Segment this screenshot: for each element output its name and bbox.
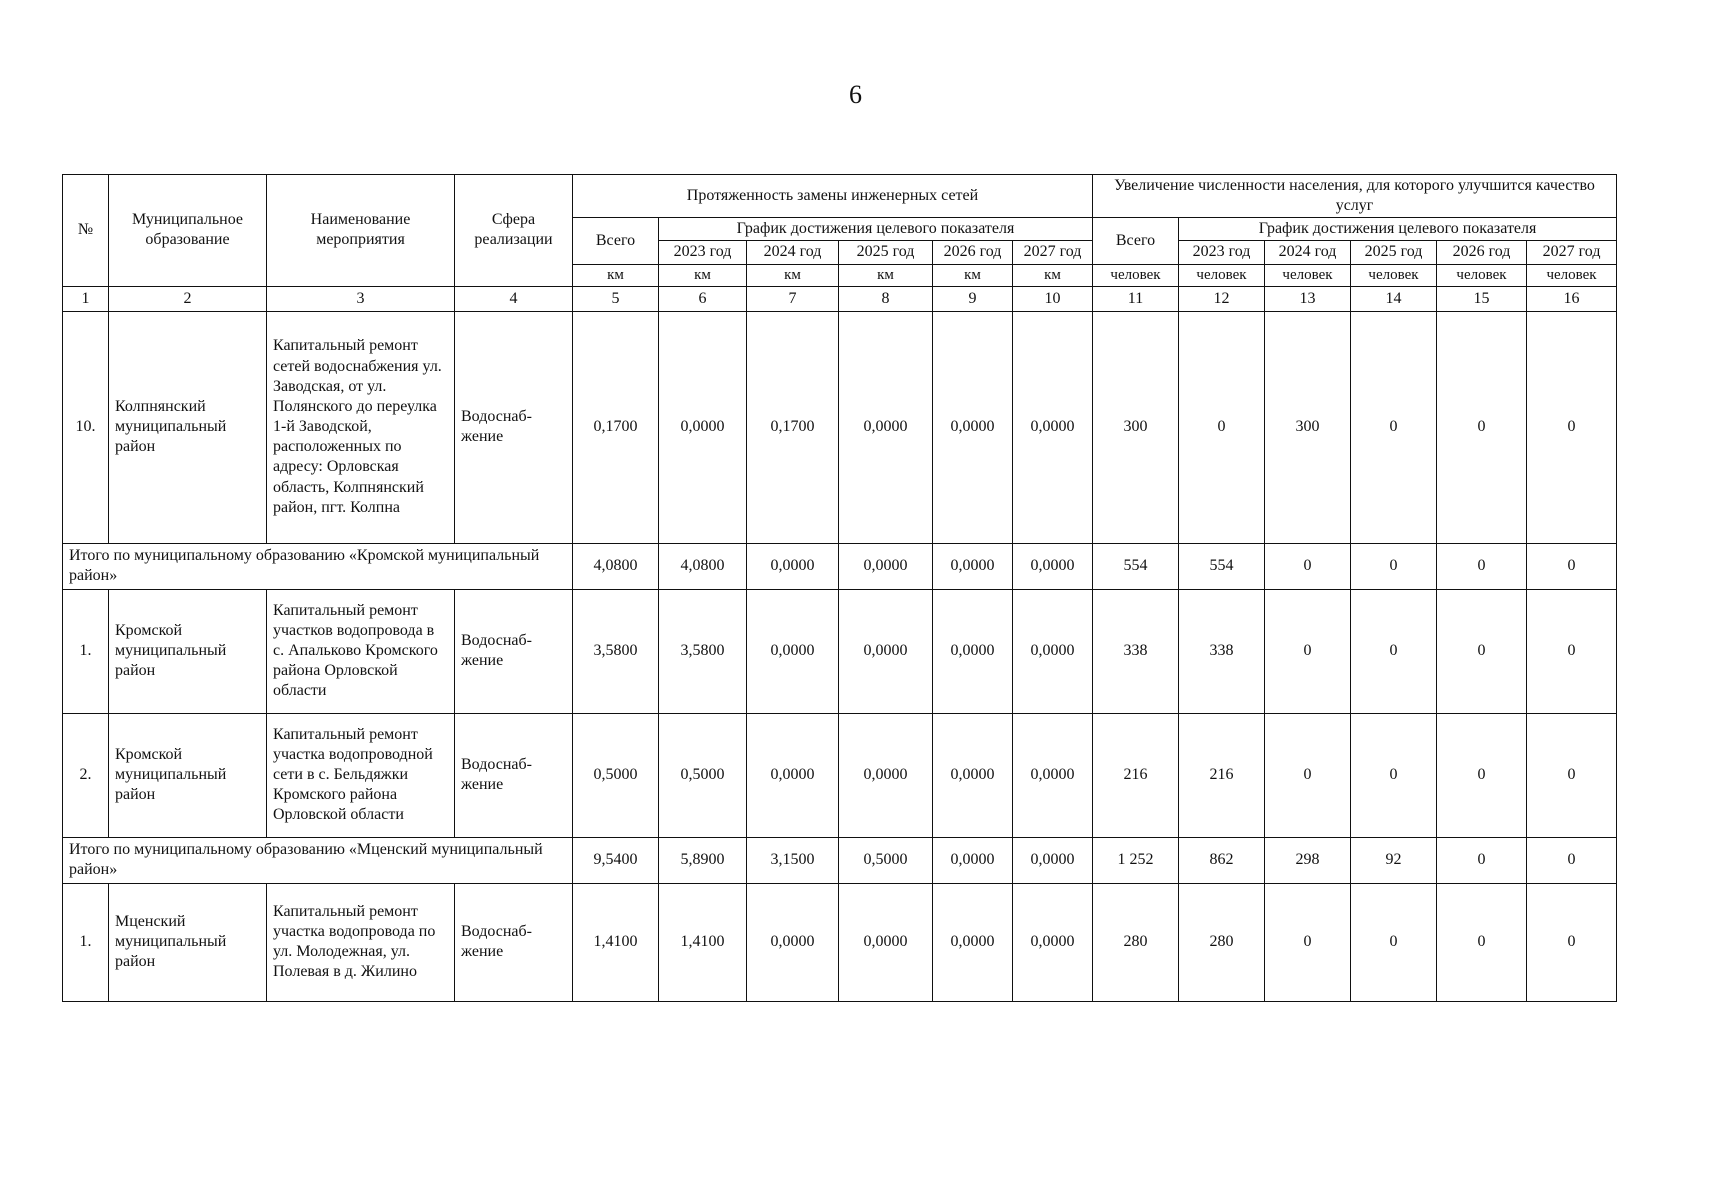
row-municipality: Мценский муниципальный район [109,883,267,1001]
length-value: 0,0000 [1013,713,1093,837]
row-event: Капитальный ремонт сетей водоснабжения ул. Заводская, от ул. Полянского до переулка 1-й Заводской, расположенных по адресу: Орловская область, Колпнянский район, пгт. Колпна [267,311,455,543]
header-num: № [63,175,109,287]
row-event: Капитальный ремонт участков водопровода в с. Апальково Кромского района Орловской области [267,589,455,713]
population-value: 298 [1265,837,1351,883]
column-number: 15 [1437,286,1527,311]
column-number: 8 [839,286,933,311]
length-value: 1,4100 [659,883,747,1001]
length-value: 0,0000 [933,713,1013,837]
page-number: 6 [849,80,862,109]
population-value: 0 [1351,543,1437,589]
population-value: 280 [1179,883,1265,1001]
population-value: 0 [1351,311,1437,543]
length-value: 0,0000 [839,713,933,837]
header-sphere: Сфера реализации [455,175,573,287]
length-value: 3,5800 [659,589,747,713]
unit-km: км [933,264,1013,286]
unit-km: км [839,264,933,286]
unit-km: км [747,264,839,286]
length-value: 0,0000 [839,589,933,713]
unit-people: человек [1437,264,1527,286]
population-value: 92 [1351,837,1437,883]
length-value: 0,0000 [933,837,1013,883]
population-value: 0 [1527,543,1617,589]
column-number: 12 [1179,286,1265,311]
length-value: 0,0000 [659,311,747,543]
length-value: 0,0000 [747,543,839,589]
population-value: 338 [1093,589,1179,713]
population-value: 0 [1437,311,1527,543]
population-value: 1 252 [1093,837,1179,883]
column-number: 7 [747,286,839,311]
table-body [63,311,1617,1001]
header-municipality: Муниципальное образование [109,175,267,287]
length-value: 0,0000 [933,311,1013,543]
indicators-table [62,174,1617,1002]
population-value: 0 [1527,713,1617,837]
length-value: 0,0000 [747,713,839,837]
length-value: 9,5400 [573,837,659,883]
header-year: 2024 год [1265,241,1351,264]
row-number: 2. [63,713,109,837]
row-number: 1. [63,883,109,1001]
column-number: 14 [1351,286,1437,311]
column-number: 11 [1093,286,1179,311]
header-length-total: Всего [573,218,659,264]
total-row [63,837,1617,883]
header-population-group: Увеличение численности населения, для которого улучшится качество услуг [1093,175,1617,218]
row-number: 1. [63,589,109,713]
header-year: 2024 год [747,241,839,264]
row-event: Капитальный ремонт участка водопроводной сети в с. Бельдяжки Кромского района Орловской области [267,713,455,837]
table-row [63,883,1617,1001]
population-value: 0 [1527,589,1617,713]
length-value: 0,0000 [747,883,839,1001]
unit-people: человек [1527,264,1617,286]
unit-people: человек [1179,264,1265,286]
length-value: 0,0000 [933,543,1013,589]
population-value: 0 [1351,883,1437,1001]
column-number: 10 [1013,286,1093,311]
table-row [63,589,1617,713]
length-value: 0,0000 [1013,589,1093,713]
table-row [63,713,1617,837]
length-value: 0,5000 [659,713,747,837]
header-length-schedule: График достижения целевого показателя [659,218,1093,241]
unit-people: человек [1351,264,1437,286]
length-value: 0,0000 [1013,837,1093,883]
population-value: 0 [1351,713,1437,837]
length-value: 0,0000 [747,589,839,713]
row-municipality: Кромской муниципальный район [109,713,267,837]
length-value: 3,5800 [573,589,659,713]
total-label: Итого по муниципальному образованию «Кромской муниципальный район» [63,543,573,589]
population-value: 0 [1265,589,1351,713]
population-value: 0 [1437,543,1527,589]
length-value: 0,0000 [933,883,1013,1001]
unit-people: человек [1265,264,1351,286]
population-value: 0 [1351,589,1437,713]
header-year: 2027 год [1013,241,1093,264]
table-row [63,311,1617,543]
column-number: 2 [109,286,267,311]
population-value: 216 [1093,713,1179,837]
header-event: Наименование мероприятия [267,175,455,287]
population-value: 554 [1179,543,1265,589]
row-sphere: Водоснаб-жение [455,713,573,837]
column-number: 5 [573,286,659,311]
column-number: 13 [1265,286,1351,311]
header-year: 2026 год [933,241,1013,264]
length-value: 0,5000 [573,713,659,837]
length-value: 0,5000 [839,837,933,883]
header-year: 2025 год [839,241,933,264]
population-value: 0 [1527,837,1617,883]
row-number: 10. [63,311,109,543]
population-value: 0 [1527,883,1617,1001]
length-value: 0,0000 [1013,543,1093,589]
column-number: 9 [933,286,1013,311]
row-municipality: Кромской муниципальный район [109,589,267,713]
length-value: 5,8900 [659,837,747,883]
population-value: 0 [1179,311,1265,543]
population-value: 862 [1179,837,1265,883]
column-number: 3 [267,286,455,311]
total-label: Итого по муниципальному образованию «Мценский муниципальный район» [63,837,573,883]
length-value: 0,0000 [1013,311,1093,543]
header-year: 2027 год [1527,241,1617,264]
length-value: 0,0000 [839,543,933,589]
length-value: 4,0800 [659,543,747,589]
population-value: 338 [1179,589,1265,713]
population-value: 554 [1093,543,1179,589]
header-length-group: Протяженность замены инженерных сетей [573,175,1093,218]
length-value: 0,1700 [747,311,839,543]
header-population-schedule: График достижения целевого показателя [1179,218,1617,241]
population-value: 0 [1265,883,1351,1001]
column-number: 6 [659,286,747,311]
population-value: 280 [1093,883,1179,1001]
length-value: 0,0000 [839,883,933,1001]
row-event: Капитальный ремонт участка водопровода по ул. Молодежная, ул. Полевая в д. Жилино [267,883,455,1001]
length-value: 0,0000 [1013,883,1093,1001]
population-value: 0 [1437,713,1527,837]
unit-km: км [573,264,659,286]
population-value: 0 [1437,589,1527,713]
length-value: 3,1500 [747,837,839,883]
column-number: 1 [63,286,109,311]
population-value: 0 [1527,311,1617,543]
population-value: 0 [1265,713,1351,837]
header-year: 2023 год [659,241,747,264]
total-row [63,543,1617,589]
length-value: 0,1700 [573,311,659,543]
header-year: 2025 год [1351,241,1437,264]
header-year: 2023 год [1179,241,1265,264]
column-numbers-row [63,286,1617,311]
length-value: 0,0000 [933,589,1013,713]
population-value: 216 [1179,713,1265,837]
population-value: 0 [1265,543,1351,589]
population-value: 0 [1437,883,1527,1001]
row-sphere: Водоснаб-жение [455,311,573,543]
unit-km: км [659,264,747,286]
column-number: 4 [455,286,573,311]
row-sphere: Водоснаб-жение [455,589,573,713]
header-population-total: Всего [1093,218,1179,264]
length-value: 0,0000 [839,311,933,543]
unit-people: человек [1093,264,1179,286]
column-number: 16 [1527,286,1617,311]
row-sphere: Водоснаб-жение [455,883,573,1001]
population-value: 0 [1437,837,1527,883]
length-value: 1,4100 [573,883,659,1001]
population-value: 300 [1093,311,1179,543]
row-municipality: Колпнянский муниципальный район [109,311,267,543]
population-value: 300 [1265,311,1351,543]
unit-km: км [1013,264,1093,286]
length-value: 4,0800 [573,543,659,589]
header-year: 2026 год [1437,241,1527,264]
